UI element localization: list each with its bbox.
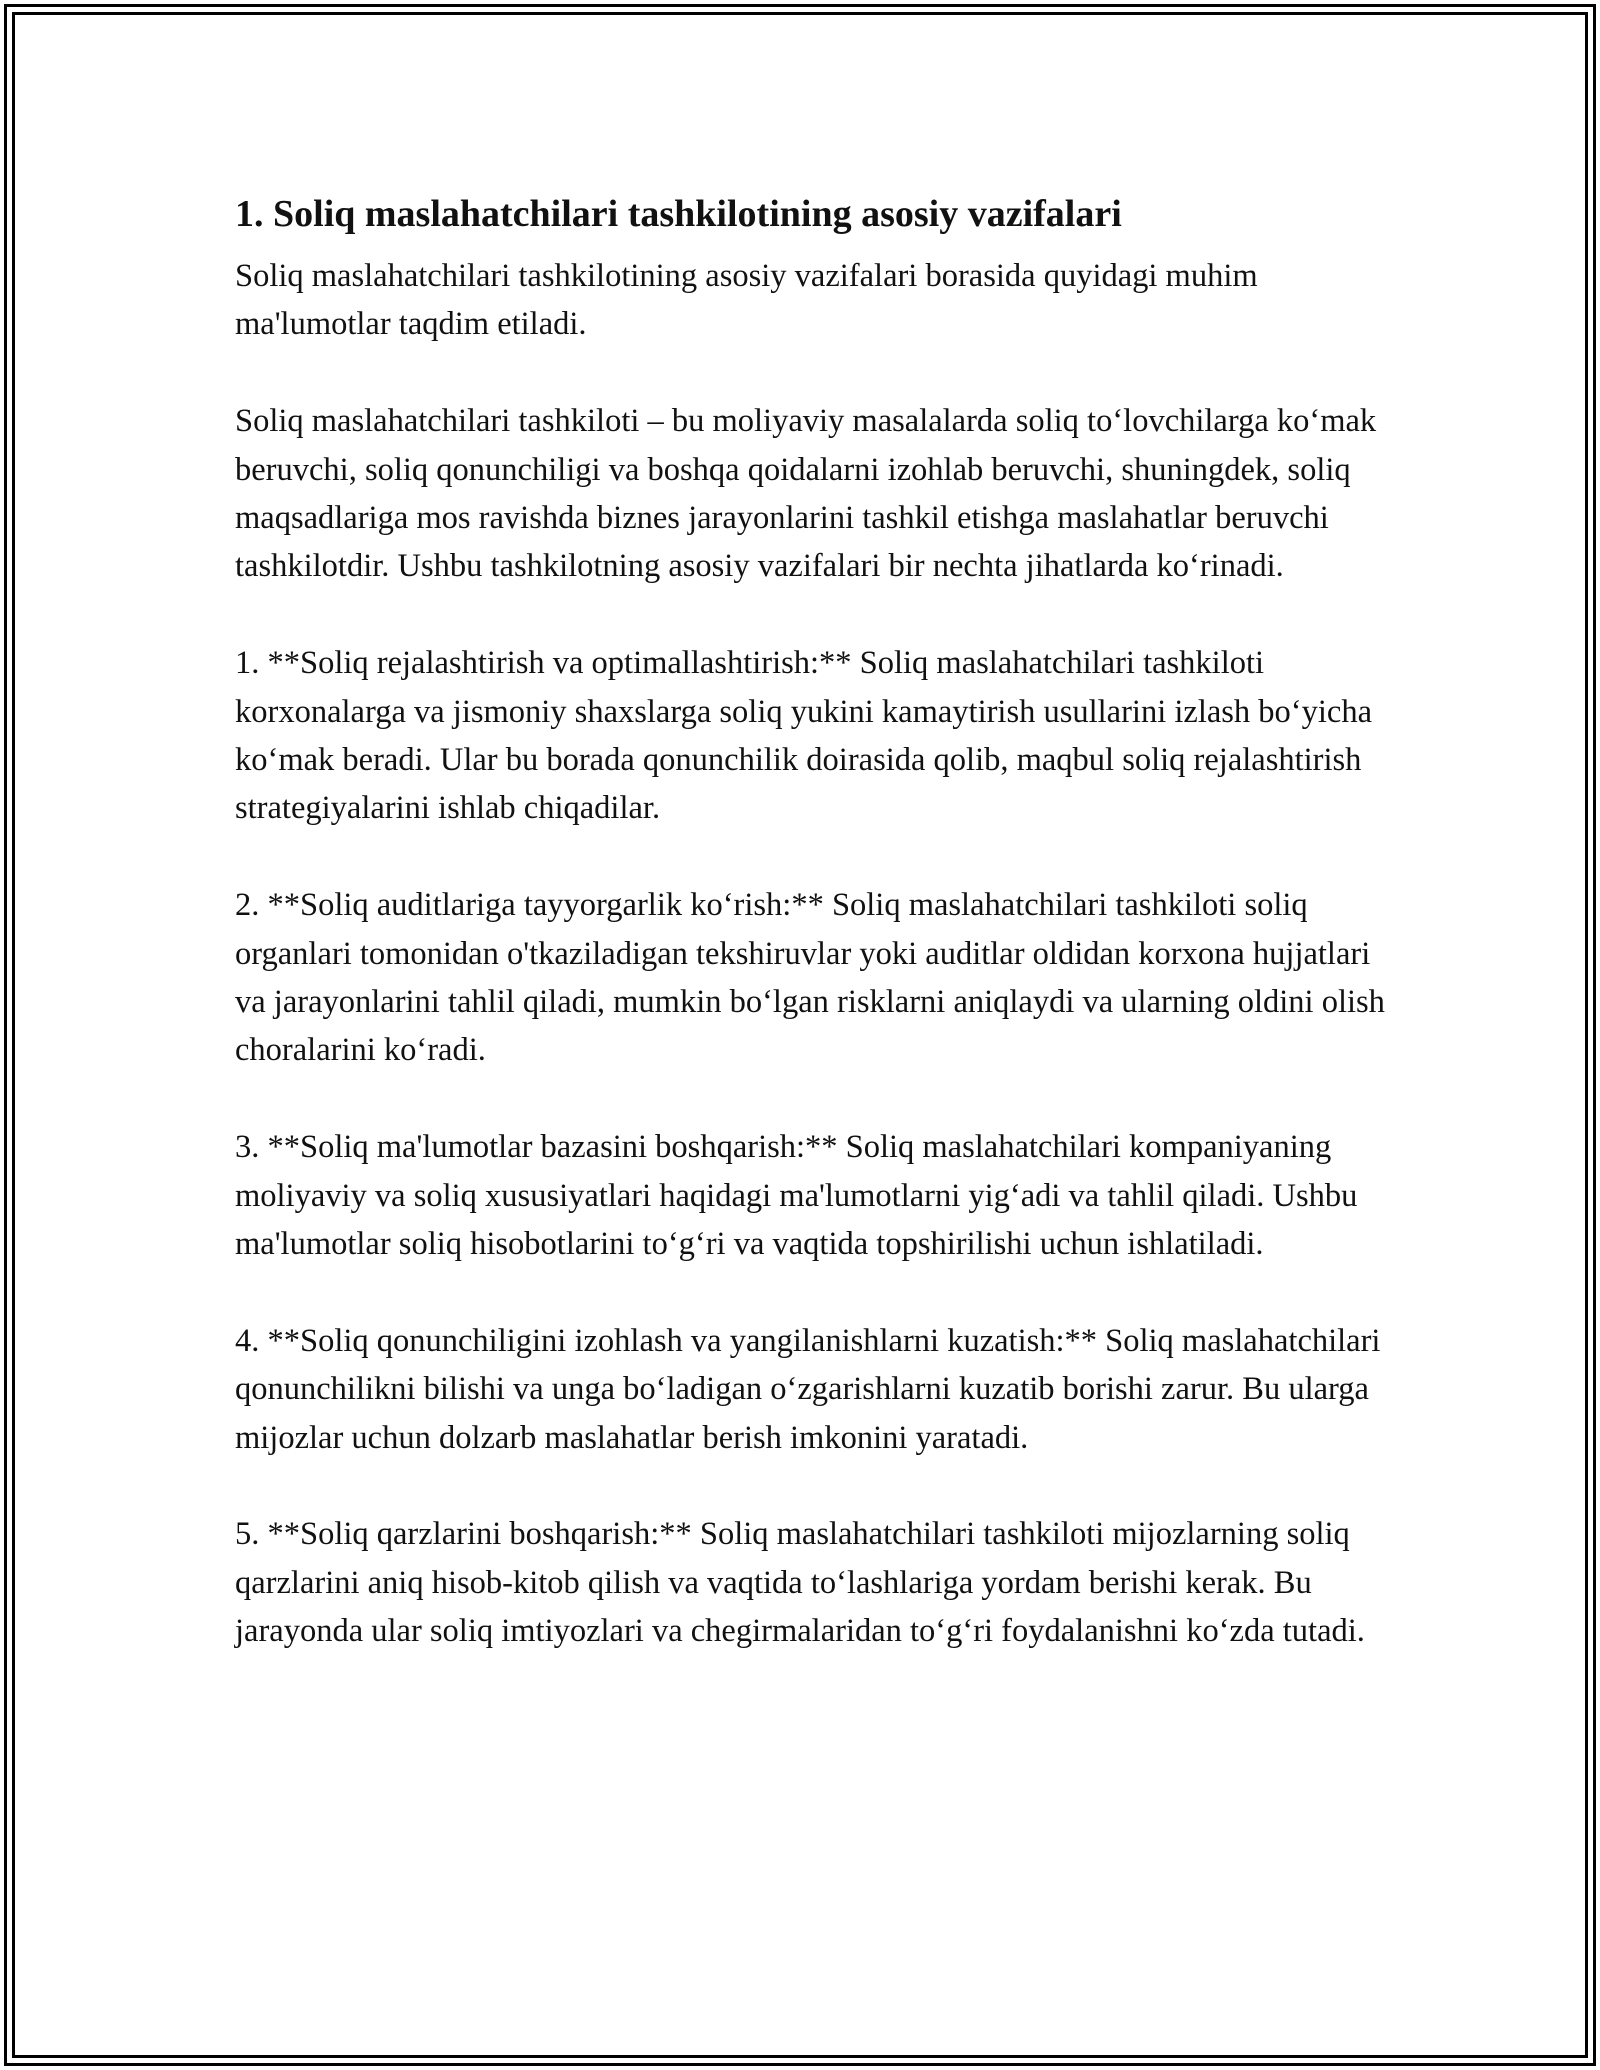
list-item-legislation-tracking: 4. **Soliq qonunchiligini izohlash va yangilanishlarni kuzatish:** Soliq maslahatchilari qonunchilikni bilishi va unga bo‘ladigan o‘zgarishlarni kuzatib borishi zarur. Bu ularga mijozlar uchun dolzarb maslahatlar berish imkonini yaratadi. (235, 1322, 1381, 1456)
list-item-tax-planning: 1. **Soliq rejalashtirish va optimallashtirish:** Soliq maslahatchilari tashkiloti korxonalarga va jismoniy shaxslarga soliq yukini kamaytirish usullarini izlash bo‘yicha ko‘mak beradi. Ular bu borada qonunchilik doirasida qolib, maqbul soliq rejalashtirish strategiyalarini ishlab chiqadilar. (235, 645, 1372, 827)
list-item-debt-management: 5. **Soliq qarzlarini boshqarish:** Soliq maslahatchilari tashkiloti mijozlarning soliq qarzlarini aniq hisob-kitob qilish va vaqtida to‘lashlariga yordam berishi kerak. Bu jarayonda ular soliq imtiyozlari va chegirmalaridan to‘g‘ri foydalanishni ko‘zda tutadi. (235, 1516, 1365, 1650)
section-title: 1. Soliq maslahatchilari tashkilotining asosiy vazifalari (235, 193, 1122, 235)
list-item-database-management: 3. **Soliq ma'lumotlar bazasini boshqarish:** Soliq maslahatchilari kompaniyaning moliyaviy va soliq xususiyatlari haqidagi ma'lumotlarni yig‘adi va tahlil qiladi. Ushbu ma'lumotlar soliq hisobotlarini to‘g‘ri va vaqtida topshirilishi uchun ishlatiladi. (235, 1129, 1358, 1263)
intro-paragraph: Soliq maslahatchilari tashkilotining asosiy vazifalari borasida quyidagi muhim ma'lumotlar taqdim etiladi. (235, 258, 1258, 343)
definition-paragraph: Soliq maslahatchilari tashkiloti – bu moliyaviy masalalarda soliq to‘lovchilarga ko‘mak beruvchi, soliq qonunchiligi va boshqa qoidalarni izohlab beruvchi, shuningdek, soliq maqsadlariga mos ravishda biznes jarayonlarini tashkil etishga maslahatlar beruvchi tashkilotdir. Ushbu tashkilotning asosiy vazifalari bir nechta jihatlarda ko‘rinadi. (235, 403, 1377, 585)
document-body (235, 186, 1385, 1704)
list-item-audit-preparation: 2. **Soliq auditlariga tayyorgarlik ko‘rish:** Soliq maslahatchilari tashkiloti soliq organlari tomonidan o'tkaziladigan tekshiruvlar yoki auditlar oldidan korxona hujjatlari va jarayonlarini tahlil qiladi, mumkin bo‘lgan risklarni aniqlaydi va ularning oldini olish choralarini ko‘radi. (235, 887, 1385, 1069)
